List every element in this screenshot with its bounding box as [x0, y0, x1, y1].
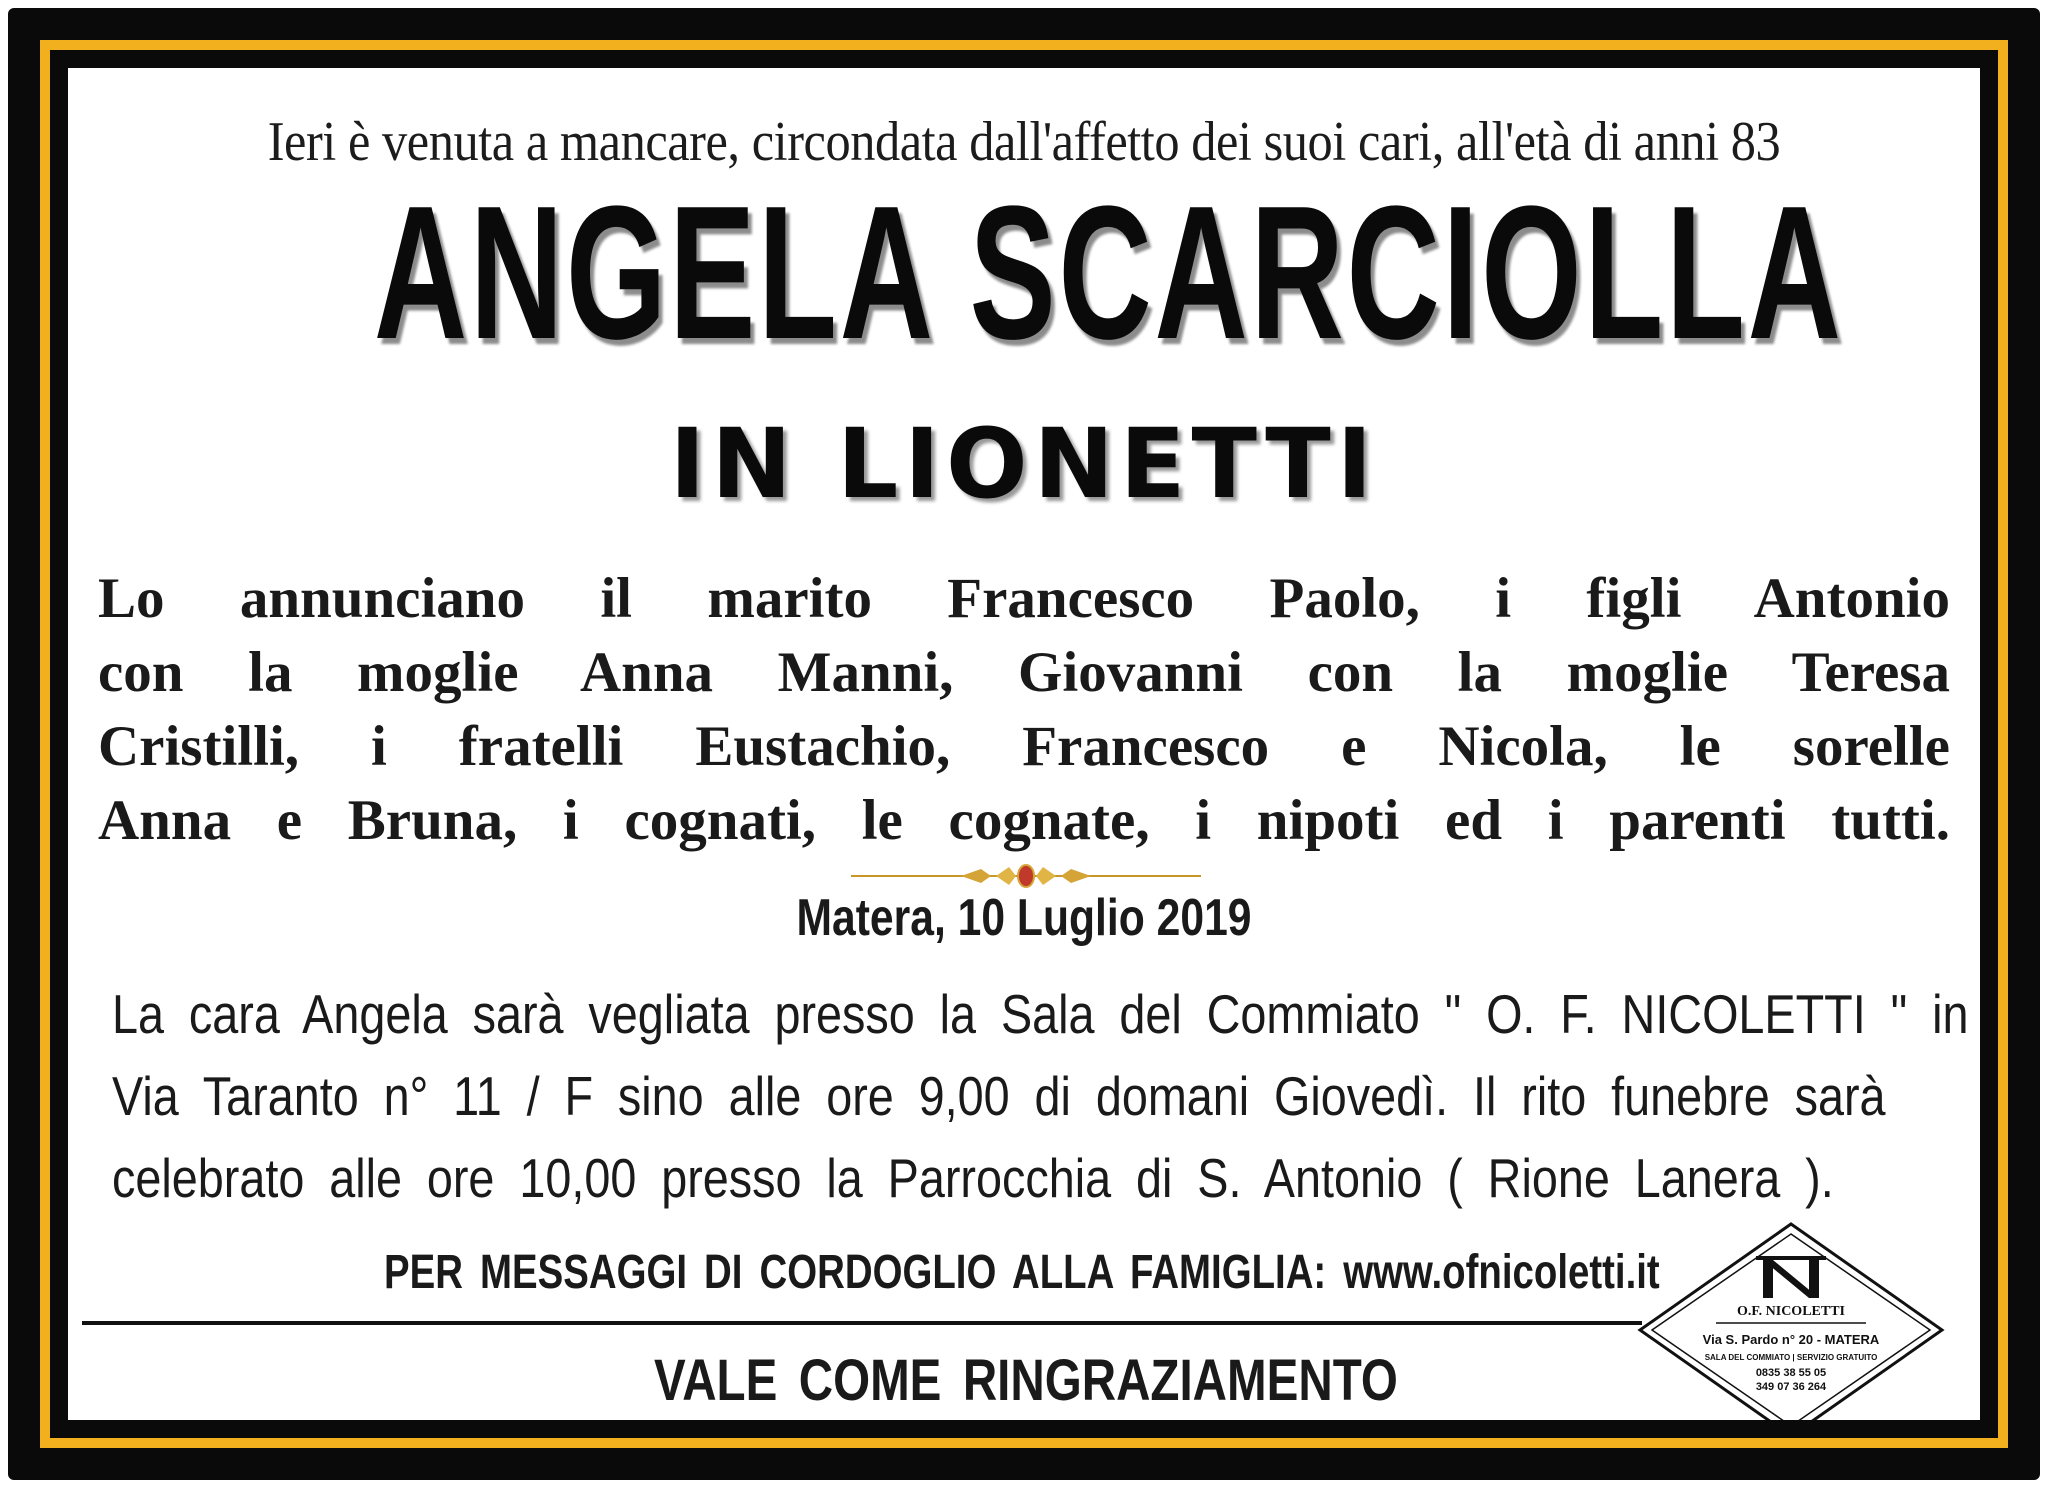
- married-name: IN LIONETTI: [669, 408, 1379, 520]
- logo-phone-1: 0835 38 55 05: [1755, 1367, 1827, 1379]
- deceased-name: ANGELA SCARCIOLLA: [373, 167, 1844, 379]
- condolence-messages-text: PER MESSAGGI DI CORDOGLIO ALLA FAMIGLIA: www.ofnicoletti.it: [384, 1246, 1660, 1299]
- logo-address: Via S. Pardo n° 20 - MATERA: [1702, 1332, 1880, 1347]
- funeral-home-logo: [1636, 1220, 1946, 1420]
- details-line: La cara Angela sarà vegliata presso la Sala del Commiato " O. F. NICOLETTI " in: [112, 983, 1969, 1045]
- notice-date: Matera, 10 Luglio 2019: [796, 889, 1252, 947]
- logo-services: SALA DEL COMMIATO | SERVIZIO GRATUITO: [1704, 1353, 1878, 1362]
- announcement-line: Anna e Bruna, i cognati, le cognate, i nipoti ed i parenti tutti.: [98, 789, 1950, 852]
- announcement-paragraph: [98, 562, 1950, 858]
- intro-text: Ieri è venuta a mancare, circondata dall'affetto dei suoi cari, all'età di anni 83: [267, 111, 1781, 173]
- gold-divider-ornament-icon: [851, 863, 1201, 889]
- details-line: Via Taranto n° 11 / F sino alle ore 9,00 di domani Giovedì. Il rito funebre sarà: [112, 1065, 1886, 1127]
- announcement-line: con la moglie Anna Manni, Giovanni con la moglie Teresa: [98, 641, 1950, 704]
- wake-and-funeral-details: [112, 973, 1969, 1219]
- divider-rule: [82, 1321, 1642, 1325]
- announcement-line: Cristilli, i fratelli Eustachio, Francesco e Nicola, le sorelle: [98, 715, 1950, 778]
- notice-content: [68, 68, 1980, 1420]
- details-line: celebrato alle ore 10,00 presso la Parrocchia di S. Antonio ( Rione Lanera ).: [112, 1147, 1834, 1209]
- thanks-note: VALE COME RINGRAZIAMENTO: [654, 1348, 1398, 1413]
- logo-name: O.F. NICOLETTI: [1736, 1304, 1846, 1319]
- logo-phone-2: 349 07 36 264: [1755, 1381, 1827, 1393]
- announcement-line: Lo annunciano il marito Francesco Paolo, i figli Antonio: [98, 567, 1950, 630]
